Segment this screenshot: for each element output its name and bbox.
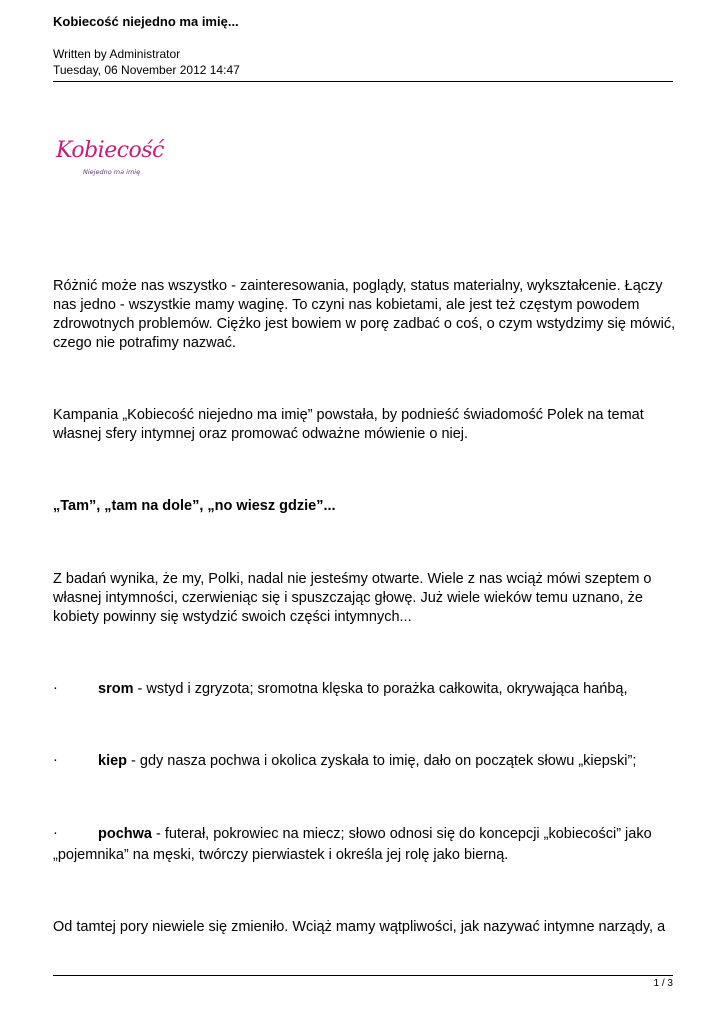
list-item-text: - futerał, pokrowiec na miecz; słowo odnosi się do koncepcji „kobiecości” jako <box>151 826 652 842</box>
bullet-marker: · <box>53 825 58 841</box>
list-item-term: srom <box>98 681 134 697</box>
logo-subtitle: Niejedno ma imię <box>83 168 141 176</box>
page-number: 1 / 3 <box>653 978 673 989</box>
logo-script-text: Kobiecość <box>56 138 164 163</box>
page-title: Kobiecość niejedno ma imię... <box>53 14 239 29</box>
list-item-continuation: „pojemnika” na męski, twórczy pierwiastek i określa jej rolę jako bierną. <box>53 847 509 863</box>
date-line: Tuesday, 06 November 2012 14:47 <box>53 63 240 77</box>
bullet-marker: · <box>53 752 58 768</box>
research-paragraph: Z badań wynika, że my, Polki, nadal nie jesteśmy otwarte. Wiele z nas wciąż mówi szeptem o własnej intymności, czerwieniąc się i spuszczając głowę. Już wiele wieków temu uznano, że kobiety powinny się wstydzić swoich części intymnych... <box>53 571 652 625</box>
list-item-text: - gdy nasza pochwa i okolica zyskała to imię, dało on początek słowu „kiepski”; <box>127 753 637 769</box>
list-item <box>98 752 678 771</box>
section-heading: „Tam”, „tam na dole”, „no wiesz gdzie”... <box>53 498 336 514</box>
header-divider <box>53 81 673 82</box>
bullet-marker: · <box>53 680 58 696</box>
campaign-paragraph: Kampania „Kobiecość niejedno ma imię” powstała, by podnieść świadomość Polek na temat własnej sfery intymnej oraz promować odważne mówienie o niej. <box>53 407 644 442</box>
author-line: Written by Administrator <box>53 47 181 61</box>
list-item-term: kiep <box>98 753 128 769</box>
list-item-text: - wstyd i zgryzota; sromotna klęska to porażka całkowita, okrywająca hańbą, <box>133 681 628 697</box>
intro-paragraph: Różnić może nas wszystko - zainteresowania, poglądy, status materialny, wykształcenie. Łączy nas jedno - wszystkie mamy waginę. To czyni nas kobietami, ale jest też częstym powodem zdrowotnych problemów. Ciężko jest bowiem w porę zadbać o coś, o czym wstydzimy się mówić, czego nie potrafimy nazwać. <box>53 278 676 351</box>
list-item <box>98 825 678 844</box>
kobiecosc-logo <box>56 138 166 186</box>
list-item-term: pochwa <box>98 826 152 842</box>
footer-divider <box>53 975 673 976</box>
closing-paragraph: Od tamtej pory niewiele się zmieniło. Wciąż mamy wątpliwości, jak nazywać intymne narządy, a <box>53 919 666 935</box>
list-item <box>98 680 678 699</box>
